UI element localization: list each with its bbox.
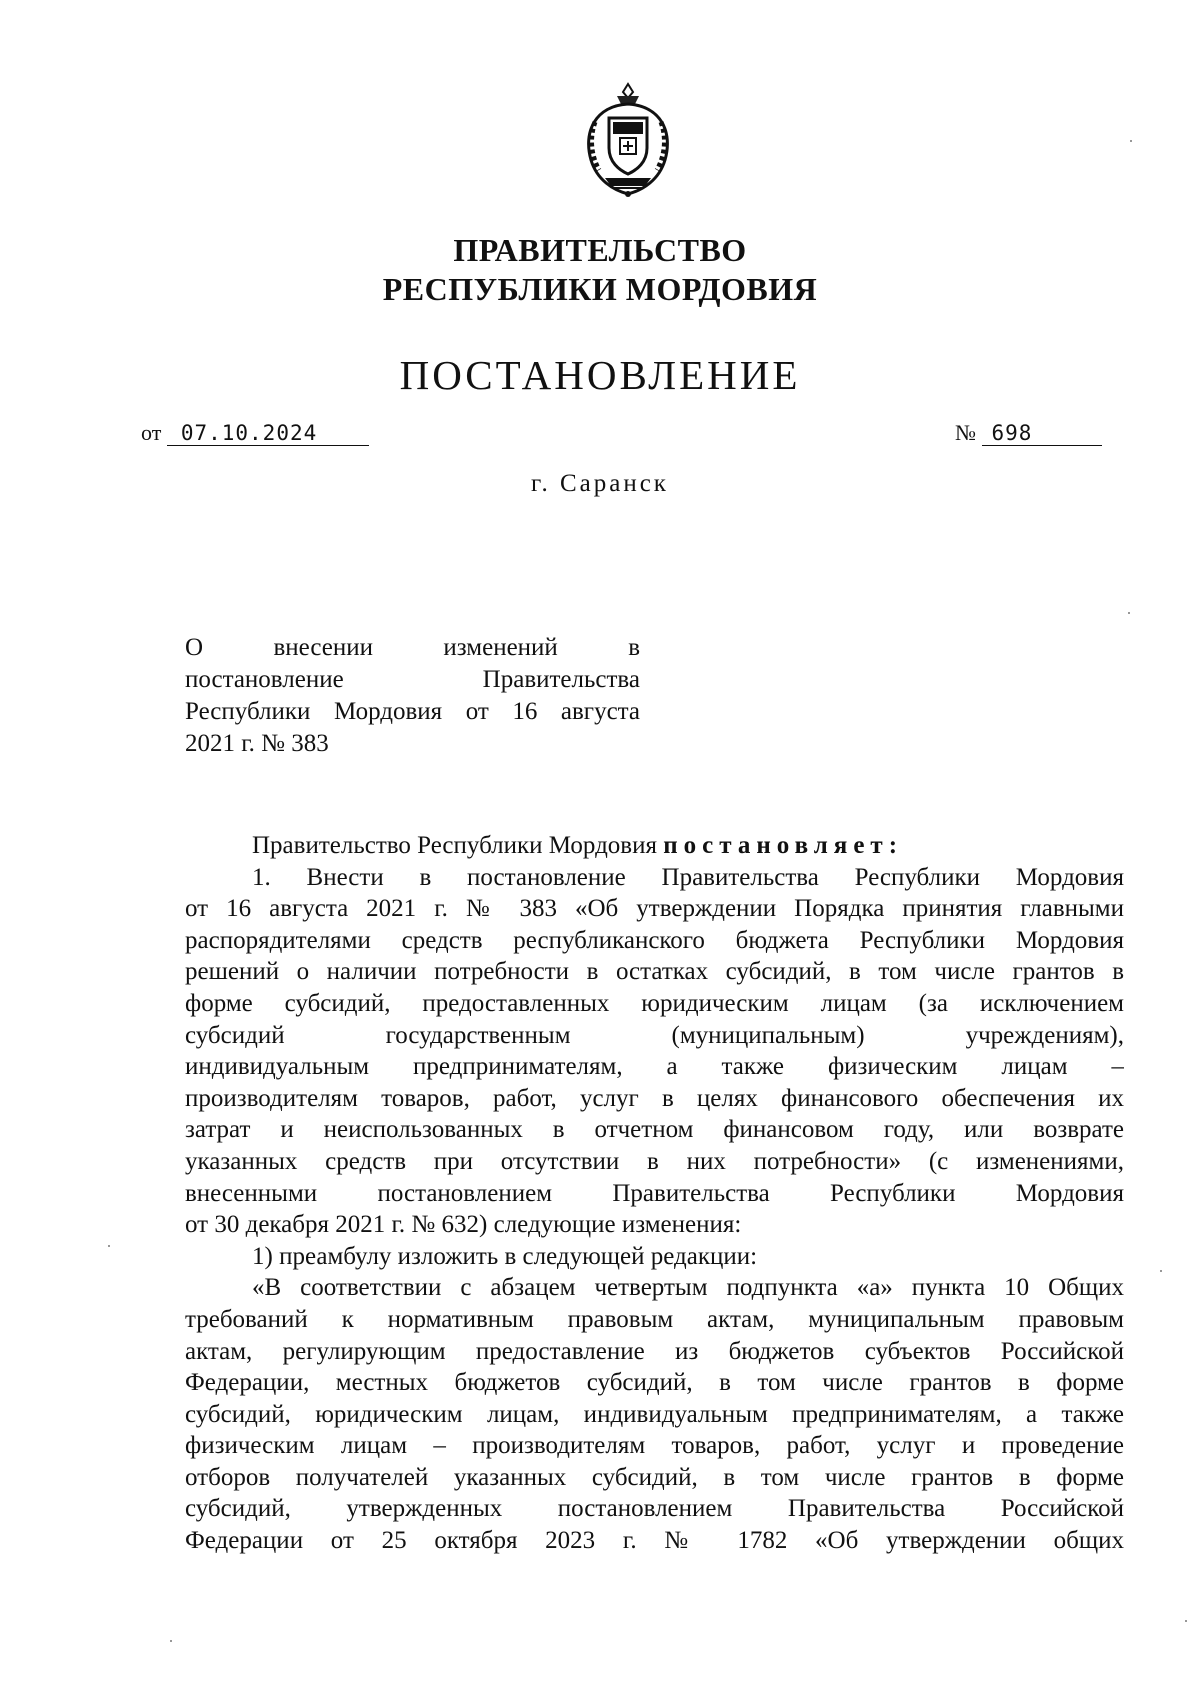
body-line: индивидуальным предпринимателям, а также физическим лицам – — [185, 1053, 1124, 1081]
body-line: требований к нормативным правовым актам, муниципальным правовым — [185, 1305, 1124, 1333]
subject-line: постановление Правительства — [185, 666, 640, 693]
body-line: распорядителями средств республиканского бюджета Республики Мордовия — [185, 926, 1124, 954]
scan-speck — [1160, 1270, 1162, 1272]
body-line: субсидий государственным (муниципальным) учреждениям), — [185, 1021, 1124, 1049]
government-name-line1: ПРАВИТЕЛЬСТВО — [453, 232, 747, 268]
body-line: физическим лицам – производителям товаров, работ, услуг и проведение — [185, 1432, 1124, 1460]
subject-line: 2021 г. № 383 — [185, 730, 329, 757]
body-line: Федерации, местных бюджетов субсидий, в том числе грантов в форме — [185, 1369, 1124, 1397]
scan-speck — [1128, 612, 1130, 614]
preamble-text: Правительство Республики Мордовия — [252, 832, 664, 859]
body-line: указанных средств при отсутствии в них потребности» (с изменениями, — [185, 1147, 1124, 1175]
body-line: от 16 августа 2021 г. № 383 «Об утверждении Порядка принятия главными — [185, 895, 1124, 923]
body-line: решений о наличии потребности в остатках субсидий, в том числе грантов в — [185, 958, 1124, 986]
body-line: актам, регулирующим предоставление из бюджетов субъектов Российской — [185, 1337, 1124, 1365]
body-line: «В соответствии с абзацем четвертым подпункта «а» пункта 10 Общих — [252, 1274, 1124, 1302]
scan-speck — [1185, 1620, 1187, 1622]
coat-of-arms-emblem — [575, 82, 681, 200]
body-line: отборов получателей указанных субсидий, в том числе грантов в форме — [185, 1463, 1124, 1491]
date-value: 07.10.2024 — [167, 421, 369, 446]
subject-line: Республики Мордовия от 16 августа — [185, 698, 640, 725]
subject-line: О внесении изменений в — [185, 634, 640, 661]
government-name-line2: РЕСПУБЛИКИ МОРДОВИЯ — [382, 271, 818, 307]
preamble-line — [185, 830, 1124, 862]
preamble-emphasis: постановляет: — [663, 832, 904, 859]
body-line: от 30 декабря 2021 г. № 632) следующие изменения: — [185, 1211, 742, 1239]
scan-speck — [1130, 140, 1132, 142]
body-line: субсидий, юридическим лицам, индивидуальным предпринимателям, а также — [185, 1400, 1124, 1428]
number-prefix: № — [955, 420, 976, 445]
body-line: форме субсидий, предоставленных юридическим лицам (за исключением — [185, 989, 1124, 1017]
document-date — [141, 420, 369, 446]
body-line: 1) преамбулу изложить в следующей редакции: — [252, 1242, 758, 1270]
body-line: Федерации от 25 октября 2023 г. № 1782 «Об утверждении общих — [185, 1527, 1124, 1555]
document-type-title: ПОСТАНОВЛЕНИЕ — [399, 352, 801, 398]
number-value: 698 — [982, 421, 1102, 446]
scan-speck — [170, 1640, 172, 1642]
body-line: внесенными постановлением Правительства Республики Мордовия — [185, 1179, 1124, 1207]
scan-speck — [108, 1245, 110, 1247]
document-body — [185, 830, 1124, 1557]
document-subject — [185, 632, 640, 760]
document-number — [955, 420, 1102, 446]
body-line: затрат и неиспользованных в отчетном финансовом году, или возврате — [185, 1116, 1124, 1144]
body-line: производителям товаров, работ, услуг в целях финансового обеспечения их — [185, 1084, 1124, 1112]
city-name: г. Саранск — [531, 470, 669, 497]
body-line: субсидий, утвержденных постановлением Правительства Российской — [185, 1495, 1124, 1523]
body-line: 1. Внести в постановление Правительства Республики Мордовия — [252, 863, 1124, 891]
date-prefix: от — [141, 420, 162, 445]
